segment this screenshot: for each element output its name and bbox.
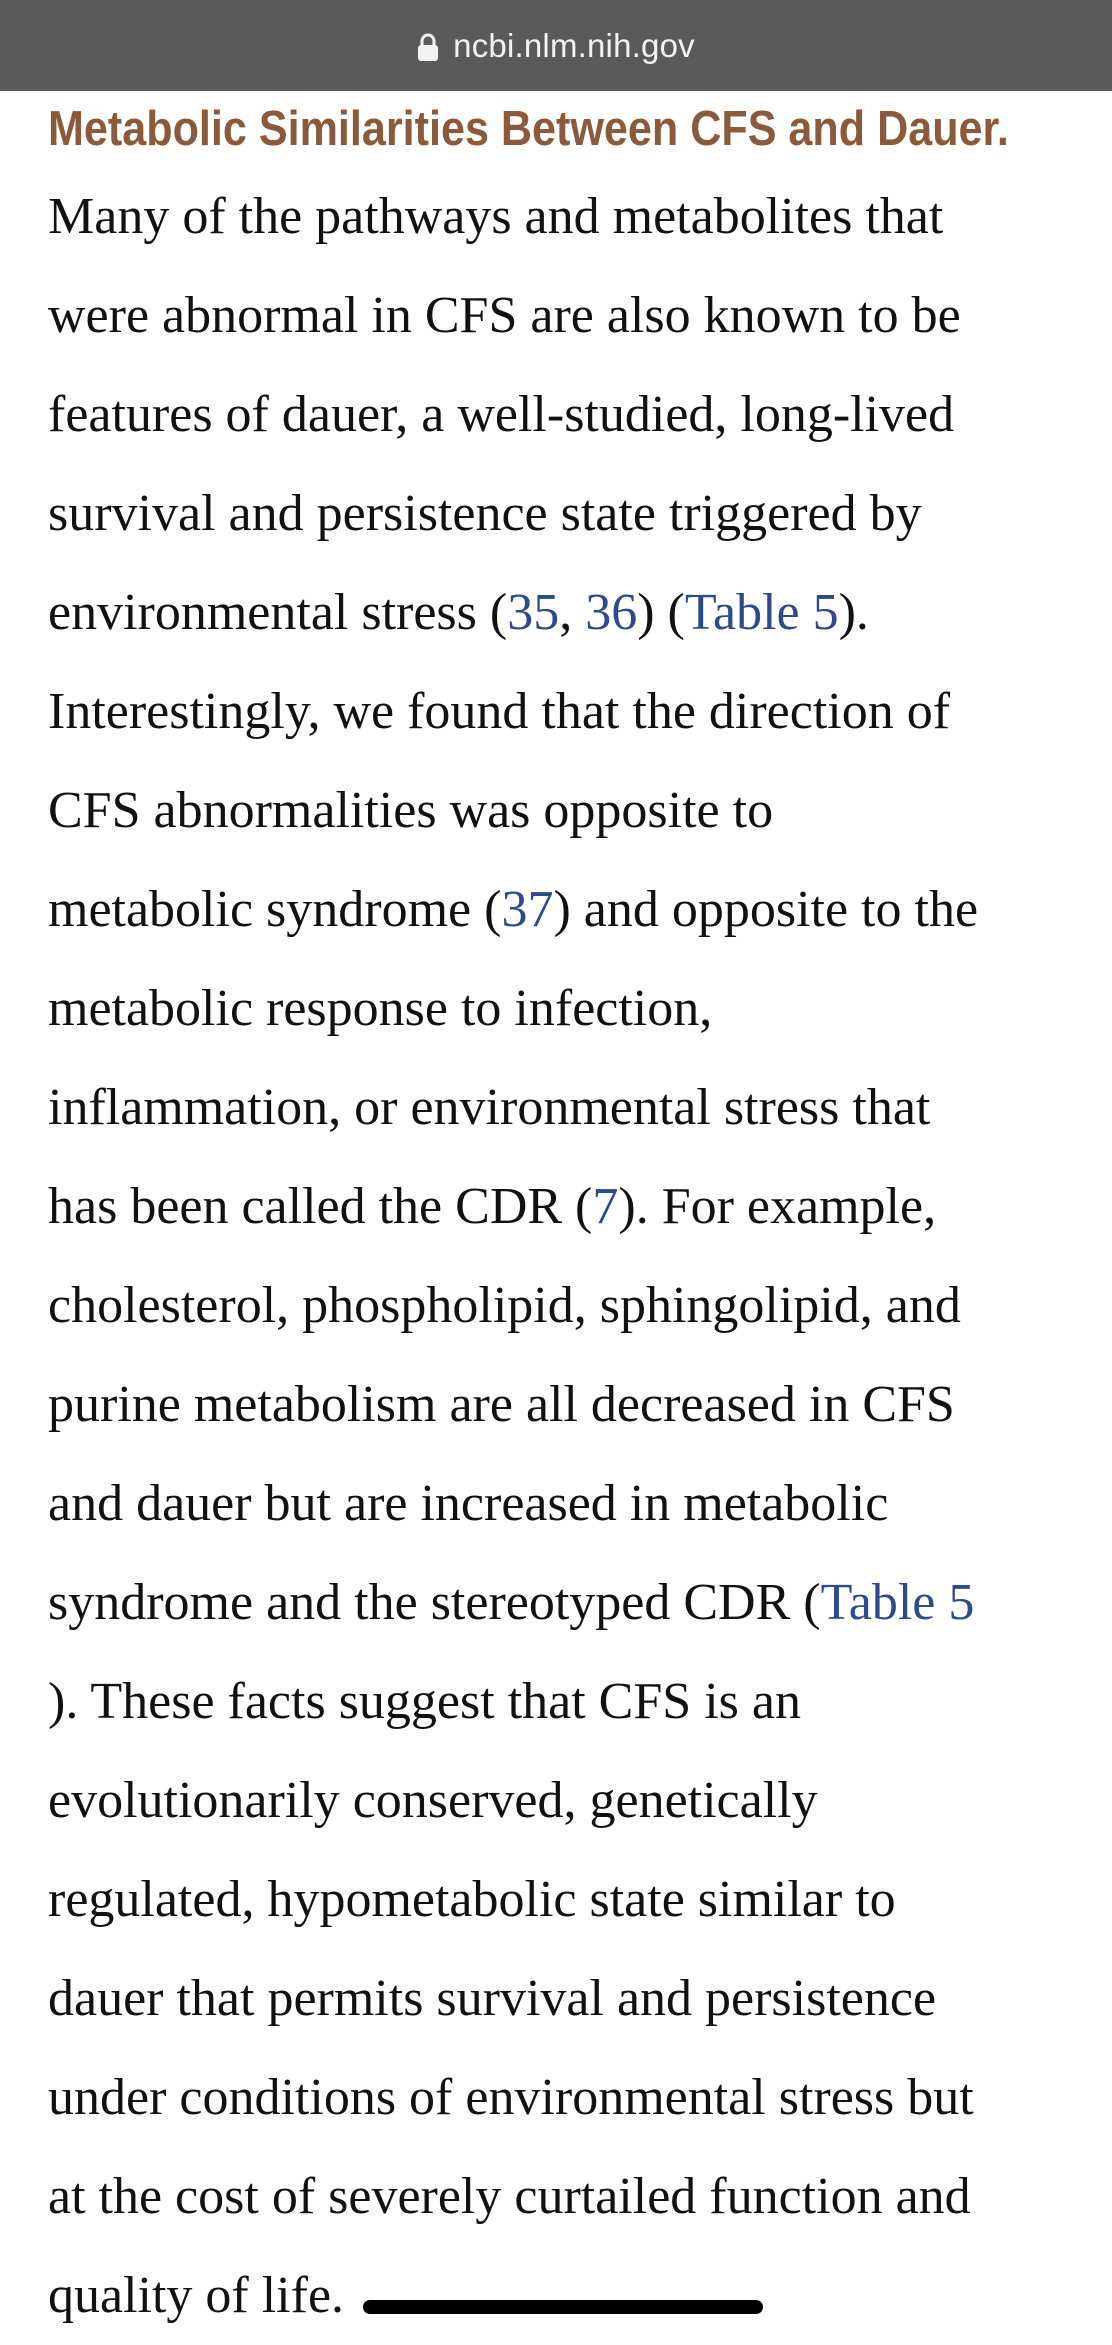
- paragraph-line: under conditions of environmental stress but: [48, 2069, 974, 2126]
- paragraph-line: dauer that permits survival and persistence: [48, 1970, 937, 2027]
- paragraph-line: [48, 563, 1088, 662]
- table-5-link[interactable]: Table 5: [820, 1574, 975, 1631]
- paragraph-line: at the cost of severely curtailed function and: [48, 2168, 971, 2225]
- paragraph-line: survival and persistence state triggered by: [48, 485, 922, 542]
- text-fragment: has been called the CDR (: [48, 1178, 593, 1235]
- paragraph-line: CFS abnormalities was opposite to: [48, 782, 774, 839]
- text-fragment: ). For example,: [618, 1178, 937, 1235]
- paragraph-line: evolutionarily conserved, genetically: [48, 1772, 818, 1829]
- text-fragment: ) (: [637, 584, 685, 641]
- paragraph-line: ). These facts suggest that CFS is an: [48, 1673, 801, 1730]
- reference-link-7[interactable]: 7: [592, 1178, 619, 1235]
- paragraph-line: Interestingly, we found that the direction of: [48, 683, 951, 740]
- reference-link-37[interactable]: 37: [501, 881, 554, 938]
- reference-link-35[interactable]: 35: [507, 584, 560, 641]
- paragraph-line: quality of life.: [48, 2267, 345, 2324]
- paragraph-line: [48, 1157, 1088, 1256]
- paragraph-line: metabolic response to infection,: [48, 980, 713, 1037]
- paragraph-line: regulated, hypometabolic state similar to: [48, 1871, 896, 1928]
- lock-icon: [417, 32, 439, 62]
- home-indicator[interactable]: [363, 2300, 763, 2314]
- url-text[interactable]: ncbi.nlm.nih.gov: [453, 26, 695, 64]
- reference-link-36[interactable]: 36: [585, 584, 638, 641]
- paragraph-line: Many of the pathways and metabolites that: [48, 188, 944, 245]
- paragraph-line: [48, 860, 1088, 959]
- paragraph-line: inflammation, or environmental stress that: [48, 1079, 931, 1136]
- table-5-link[interactable]: Table 5: [684, 584, 839, 641]
- article-content: [48, 91, 1088, 2345]
- text-fragment: metabolic syndrome (: [48, 881, 502, 938]
- paragraph-line: and dauer but are increased in metabolic: [48, 1475, 889, 1532]
- paragraph-line: features of dauer, a well-studied, long-lived: [48, 386, 955, 443]
- paragraph-line: [48, 1553, 1088, 1652]
- text-fragment: environmental stress (: [48, 584, 508, 641]
- article-paragraph: [48, 167, 1088, 2345]
- paragraph-line: cholesterol, phospholipid, sphingolipid, and: [48, 1277, 961, 1334]
- text-fragment: ) and opposite to the: [553, 881, 979, 938]
- text-fragment: syndrome and the stereotyped CDR (: [48, 1574, 821, 1631]
- paragraph-line: were abnormal in CFS are also known to be: [48, 287, 961, 344]
- browser-url-bar[interactable]: [0, 0, 1112, 91]
- text-fragment: ,: [559, 584, 586, 641]
- section-title: Metabolic Similarities Between CFS and Dauer.: [48, 102, 1009, 156]
- paragraph-line: purine metabolism are all decreased in CFS: [48, 1376, 955, 1433]
- text-fragment: ).: [838, 584, 869, 641]
